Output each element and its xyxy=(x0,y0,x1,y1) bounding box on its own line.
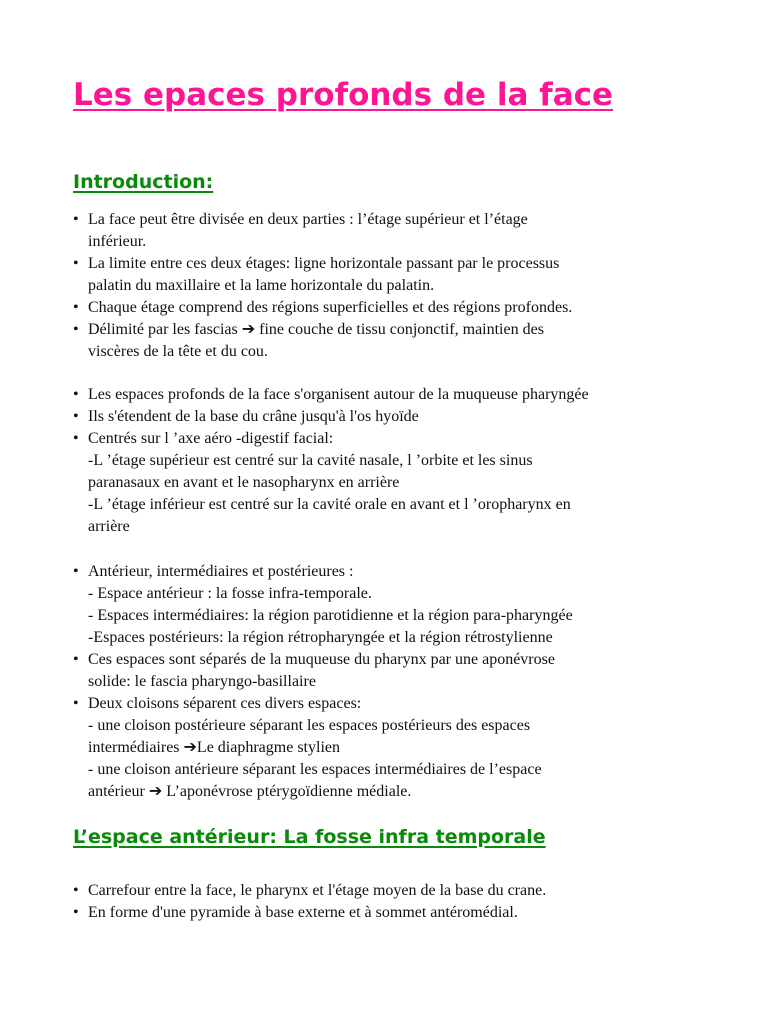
list-item-text: Antérieur, intermédiaires et postérieures : xyxy=(88,563,354,580)
list-item-text: - Espaces intermédiaires: la région parotidienne et la région para-pharyngée xyxy=(88,607,573,624)
list-item-text: Chaque étage comprend des régions superficielles et des régions profondes. xyxy=(88,299,573,316)
list-item-text: Ils s'étendent de la base du crâne jusqu'à l'os hyoïde xyxy=(88,408,419,425)
bullet-icon: • xyxy=(73,651,79,668)
list-item xyxy=(73,693,713,803)
bullet-icon: • xyxy=(73,255,79,272)
bullet-list xyxy=(73,561,713,803)
bullet-icon: • xyxy=(73,904,79,921)
bullet-icon: • xyxy=(73,299,79,316)
list-item-text: La face peut être divisée en deux parties : l’étage supérieur et l’étage xyxy=(88,211,528,228)
section-heading-espace-anterieur: L’espace antérieur: La fosse infra temporale xyxy=(73,826,546,848)
list-item-text: -Espaces postérieurs: la région rétropharyngée et la région rétrostylienne xyxy=(88,629,553,646)
list-item xyxy=(73,428,713,538)
bullet-list xyxy=(73,880,713,924)
list-item-text: Deux cloisons séparent ces divers espaces: xyxy=(88,695,362,712)
list-item xyxy=(73,384,713,406)
list-item-text: intermédiaires ➔Le diaphragme stylien xyxy=(88,739,340,756)
list-item-text: solide: le fascia pharyngo-basillaire xyxy=(88,673,316,690)
bullet-icon: • xyxy=(73,386,79,403)
list-item-text: En forme d'une pyramide à base externe et à sommet antéromédial. xyxy=(88,904,518,921)
bullet-icon: • xyxy=(73,321,79,338)
bullet-icon: • xyxy=(73,695,79,712)
bullet-list xyxy=(73,384,713,538)
list-item-text: viscères de la tête et du cou. xyxy=(88,343,268,360)
list-item xyxy=(73,649,713,693)
bullet-list xyxy=(73,209,713,363)
list-item-text: -L ’étage supérieur est centré sur la cavité nasale, l ’orbite et les sinus xyxy=(88,452,533,469)
list-item-text: Centrés sur l ’axe aéro -digestif facial: xyxy=(88,430,334,447)
bullet-icon: • xyxy=(73,563,79,580)
list-item-text: - une cloison antérieure séparant les espaces intermédiaires de l’espace xyxy=(88,761,542,778)
list-item-text: arrière xyxy=(88,518,130,535)
list-item xyxy=(73,880,713,902)
list-item xyxy=(73,253,713,297)
list-item-text: - une cloison postérieure séparant les espaces postérieurs des espaces xyxy=(88,717,531,734)
list-item-text: palatin du maxillaire et la lame horizontale du palatin. xyxy=(88,277,435,294)
list-item-text: - Espace antérieur : la fosse infra-temporale. xyxy=(88,585,372,602)
list-item-text: Carrefour entre la face, le pharynx et l'étage moyen de la base du crane. xyxy=(88,882,547,899)
list-item-text: antérieur ➔ L’aponévrose ptérygoïdienne médiale. xyxy=(88,783,412,800)
list-item-text: Délimité par les fascias ➔ fine couche de tissu conjonctif, maintien des xyxy=(88,321,544,338)
list-item xyxy=(73,902,713,924)
list-item-text: Les espaces profonds de la face s'organisent autour de la muqueuse pharyngée xyxy=(88,386,589,403)
list-item xyxy=(73,297,713,319)
bullet-icon: • xyxy=(73,430,79,447)
list-item-text: Ces espaces sont séparés de la muqueuse du pharynx par une aponévrose xyxy=(88,651,555,668)
bullet-icon: • xyxy=(73,408,79,425)
bullet-icon: • xyxy=(73,882,79,899)
list-item xyxy=(73,319,713,363)
list-item xyxy=(73,406,713,428)
list-item-text: inférieur. xyxy=(88,233,147,250)
bullet-icon: • xyxy=(73,211,79,228)
list-item-text: paranasaux en avant et le nasopharynx en arrière xyxy=(88,474,400,491)
list-item xyxy=(73,561,713,649)
list-item-text: La limite entre ces deux étages: ligne horizontale passant par le processus xyxy=(88,255,560,272)
list-item xyxy=(73,209,713,253)
section-heading-introduction: Introduction: xyxy=(73,171,214,193)
list-item-text: -L ’étage inférieur est centré sur la cavité orale en avant et l ’oropharynx en xyxy=(88,496,571,513)
page-title: Les epaces profonds de la face xyxy=(73,77,614,113)
